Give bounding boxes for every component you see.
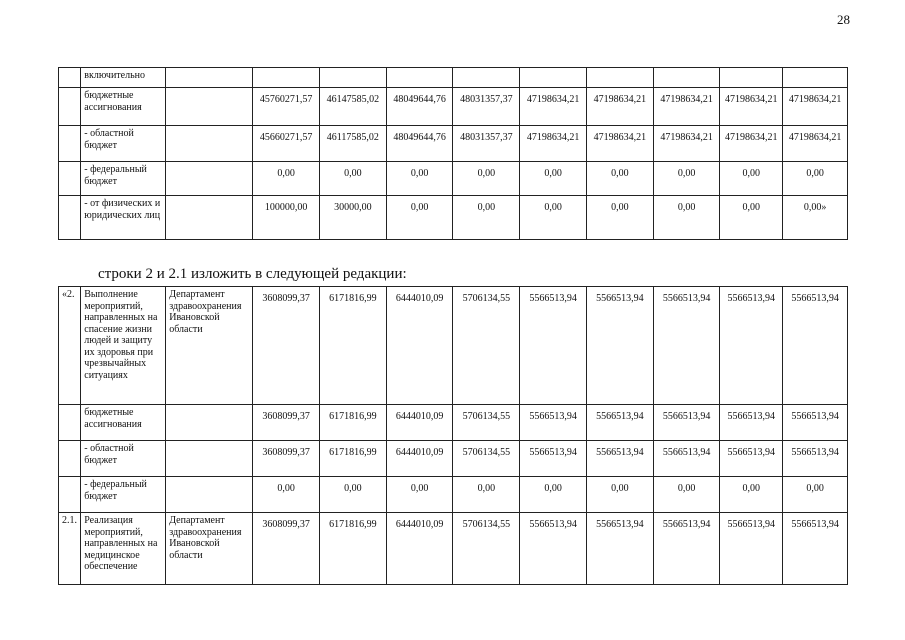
value-cell-year-8	[720, 68, 783, 88]
value-cell-year-5: 47198634,21	[520, 126, 587, 162]
page-number: 28	[837, 12, 850, 27]
row-name-cell: - от физических и юридических лиц	[81, 196, 166, 240]
table-row	[59, 68, 848, 88]
row-name-cell: Выполнение мероприятий, направленных на спасение жизни людей и защиту их здоровья при чрезвычайных ситуациях	[81, 287, 166, 405]
value-cell-year-4: 0,00	[453, 196, 520, 240]
value-cell-year-3: 6444010,09	[386, 405, 453, 441]
value-cell-year-2: 0,00	[319, 162, 386, 196]
value-cell-year-2: 6171816,99	[319, 405, 386, 441]
row-name-cell: Реализация мероприятий, направленных на медицинское обеспечение	[81, 513, 166, 585]
value-cell-year-4: 5706134,55	[453, 513, 520, 585]
executor-cell	[166, 405, 253, 441]
value-cell-year-3: 6444010,09	[386, 441, 453, 477]
row-number-cell	[59, 405, 81, 441]
row-number-cell	[59, 196, 81, 240]
value-cell-year-7: 5566513,94	[653, 441, 720, 477]
row-name-cell: - федеральный бюджет	[81, 162, 166, 196]
table-row	[59, 513, 848, 585]
value-cell-year-6: 47198634,21	[586, 126, 653, 162]
table-row	[59, 441, 848, 477]
value-cell-year-1: 0,00	[253, 162, 320, 196]
value-cell-year-8: 5566513,94	[720, 287, 783, 405]
executor-cell	[166, 196, 253, 240]
value-cell-year-1: 3608099,37	[253, 405, 320, 441]
value-cell-year-8: 47198634,21	[720, 88, 783, 126]
value-cell-year-4: 5706134,55	[453, 287, 520, 405]
value-cell-year-4: 0,00	[453, 162, 520, 196]
row-name-cell: бюджетные ассигнования	[81, 88, 166, 126]
value-cell-year-1	[253, 68, 320, 88]
value-cell-year-8: 5566513,94	[720, 405, 783, 441]
value-cell-year-1: 0,00	[253, 477, 320, 513]
value-cell-year-4: 0,00	[453, 477, 520, 513]
value-cell-year-7: 47198634,21	[653, 88, 720, 126]
table-row	[59, 477, 848, 513]
row-number-cell	[59, 88, 81, 126]
value-cell-year-9	[783, 68, 848, 88]
value-cell-year-9: 5566513,94	[783, 513, 848, 585]
row-name-cell: - областной бюджет	[81, 126, 166, 162]
budget-table-rows-2-2-1	[58, 286, 848, 585]
value-cell-year-2: 6171816,99	[319, 287, 386, 405]
value-cell-year-5	[520, 68, 587, 88]
executor-cell	[166, 441, 253, 477]
value-cell-year-8: 5566513,94	[720, 441, 783, 477]
row-number-cell	[59, 477, 81, 513]
value-cell-year-9: 0,00	[783, 162, 848, 196]
value-cell-year-1: 45760271,57	[253, 88, 320, 126]
value-cell-year-7	[653, 68, 720, 88]
value-cell-year-7: 5566513,94	[653, 287, 720, 405]
value-cell-year-8: 0,00	[720, 477, 783, 513]
table-row	[59, 126, 848, 162]
row-number-cell	[59, 68, 81, 88]
value-cell-year-9: 47198634,21	[783, 126, 848, 162]
value-cell-year-1: 3608099,37	[253, 287, 320, 405]
value-cell-year-2	[319, 68, 386, 88]
value-cell-year-3: 6444010,09	[386, 287, 453, 405]
value-cell-year-9: 47198634,21	[783, 88, 848, 126]
value-cell-year-6: 5566513,94	[586, 513, 653, 585]
value-cell-year-2: 46117585,02	[319, 126, 386, 162]
row-number-cell: 2.1.	[59, 513, 81, 585]
value-cell-year-7: 0,00	[653, 196, 720, 240]
value-cell-year-9: 5566513,94	[783, 287, 848, 405]
value-cell-year-9: 0,00	[783, 477, 848, 513]
value-cell-year-6	[586, 68, 653, 88]
table-row	[59, 196, 848, 240]
value-cell-year-2: 30000,00	[319, 196, 386, 240]
value-cell-year-5: 5566513,94	[520, 287, 587, 405]
value-cell-year-5: 5566513,94	[520, 513, 587, 585]
row-number-cell	[59, 441, 81, 477]
value-cell-year-1: 100000,00	[253, 196, 320, 240]
value-cell-year-6: 0,00	[586, 162, 653, 196]
value-cell-year-9: 0,00»	[783, 196, 848, 240]
value-cell-year-3: 0,00	[386, 196, 453, 240]
row-name-cell: бюджетные ассигнования	[81, 405, 166, 441]
executor-cell: Департамент здравоохранения Ивановской области	[166, 287, 253, 405]
value-cell-year-8: 0,00	[720, 196, 783, 240]
row-number-cell	[59, 162, 81, 196]
value-cell-year-6: 47198634,21	[586, 88, 653, 126]
value-cell-year-3	[386, 68, 453, 88]
value-cell-year-4	[453, 68, 520, 88]
value-cell-year-6: 0,00	[586, 477, 653, 513]
table-row	[59, 405, 848, 441]
value-cell-year-6: 5566513,94	[586, 441, 653, 477]
value-cell-year-5: 47198634,21	[520, 88, 587, 126]
value-cell-year-8: 5566513,94	[720, 513, 783, 585]
executor-cell	[166, 126, 253, 162]
executor-cell	[166, 162, 253, 196]
value-cell-year-4: 5706134,55	[453, 441, 520, 477]
value-cell-year-5: 5566513,94	[520, 405, 587, 441]
value-cell-year-3: 6444010,09	[386, 513, 453, 585]
executor-cell	[166, 477, 253, 513]
value-cell-year-8: 47198634,21	[720, 126, 783, 162]
value-cell-year-3: 0,00	[386, 162, 453, 196]
value-cell-year-1: 3608099,37	[253, 513, 320, 585]
value-cell-year-1: 45660271,57	[253, 126, 320, 162]
row-name-cell: - федеральный бюджет	[81, 477, 166, 513]
value-cell-year-7: 0,00	[653, 162, 720, 196]
value-cell-year-5: 0,00	[520, 477, 587, 513]
value-cell-year-2: 6171816,99	[319, 513, 386, 585]
value-cell-year-8: 0,00	[720, 162, 783, 196]
value-cell-year-4: 5706134,55	[453, 405, 520, 441]
table-row	[59, 162, 848, 196]
value-cell-year-2: 6171816,99	[319, 441, 386, 477]
value-cell-year-2: 46147585,02	[319, 88, 386, 126]
value-cell-year-5: 0,00	[520, 162, 587, 196]
value-cell-year-1: 3608099,37	[253, 441, 320, 477]
value-cell-year-3: 48049644,76	[386, 126, 453, 162]
budget-table-continuation	[58, 67, 848, 240]
value-cell-year-2: 0,00	[319, 477, 386, 513]
value-cell-year-7: 5566513,94	[653, 405, 720, 441]
row-number-cell	[59, 126, 81, 162]
executor-cell: Департамент здравоохранения Ивановской области	[166, 513, 253, 585]
value-cell-year-5: 5566513,94	[520, 441, 587, 477]
value-cell-year-3: 0,00	[386, 477, 453, 513]
value-cell-year-5: 0,00	[520, 196, 587, 240]
row-name-cell: - областной бюджет	[81, 441, 166, 477]
value-cell-year-7: 47198634,21	[653, 126, 720, 162]
value-cell-year-6: 0,00	[586, 196, 653, 240]
value-cell-year-6: 5566513,94	[586, 405, 653, 441]
instruction-text: строки 2 и 2.1 изложить в следующей редакции:	[98, 266, 407, 282]
value-cell-year-7: 0,00	[653, 477, 720, 513]
table-row	[59, 287, 848, 405]
row-number-cell: «2.	[59, 287, 81, 405]
row-name-cell: включительно	[81, 68, 166, 88]
value-cell-year-9: 5566513,94	[783, 405, 848, 441]
table-row	[59, 88, 848, 126]
value-cell-year-9: 5566513,94	[783, 441, 848, 477]
value-cell-year-6: 5566513,94	[586, 287, 653, 405]
value-cell-year-4: 48031357,37	[453, 88, 520, 126]
executor-cell	[166, 68, 253, 88]
executor-cell	[166, 88, 253, 126]
value-cell-year-4: 48031357,37	[453, 126, 520, 162]
value-cell-year-3: 48049644,76	[386, 88, 453, 126]
value-cell-year-7: 5566513,94	[653, 513, 720, 585]
